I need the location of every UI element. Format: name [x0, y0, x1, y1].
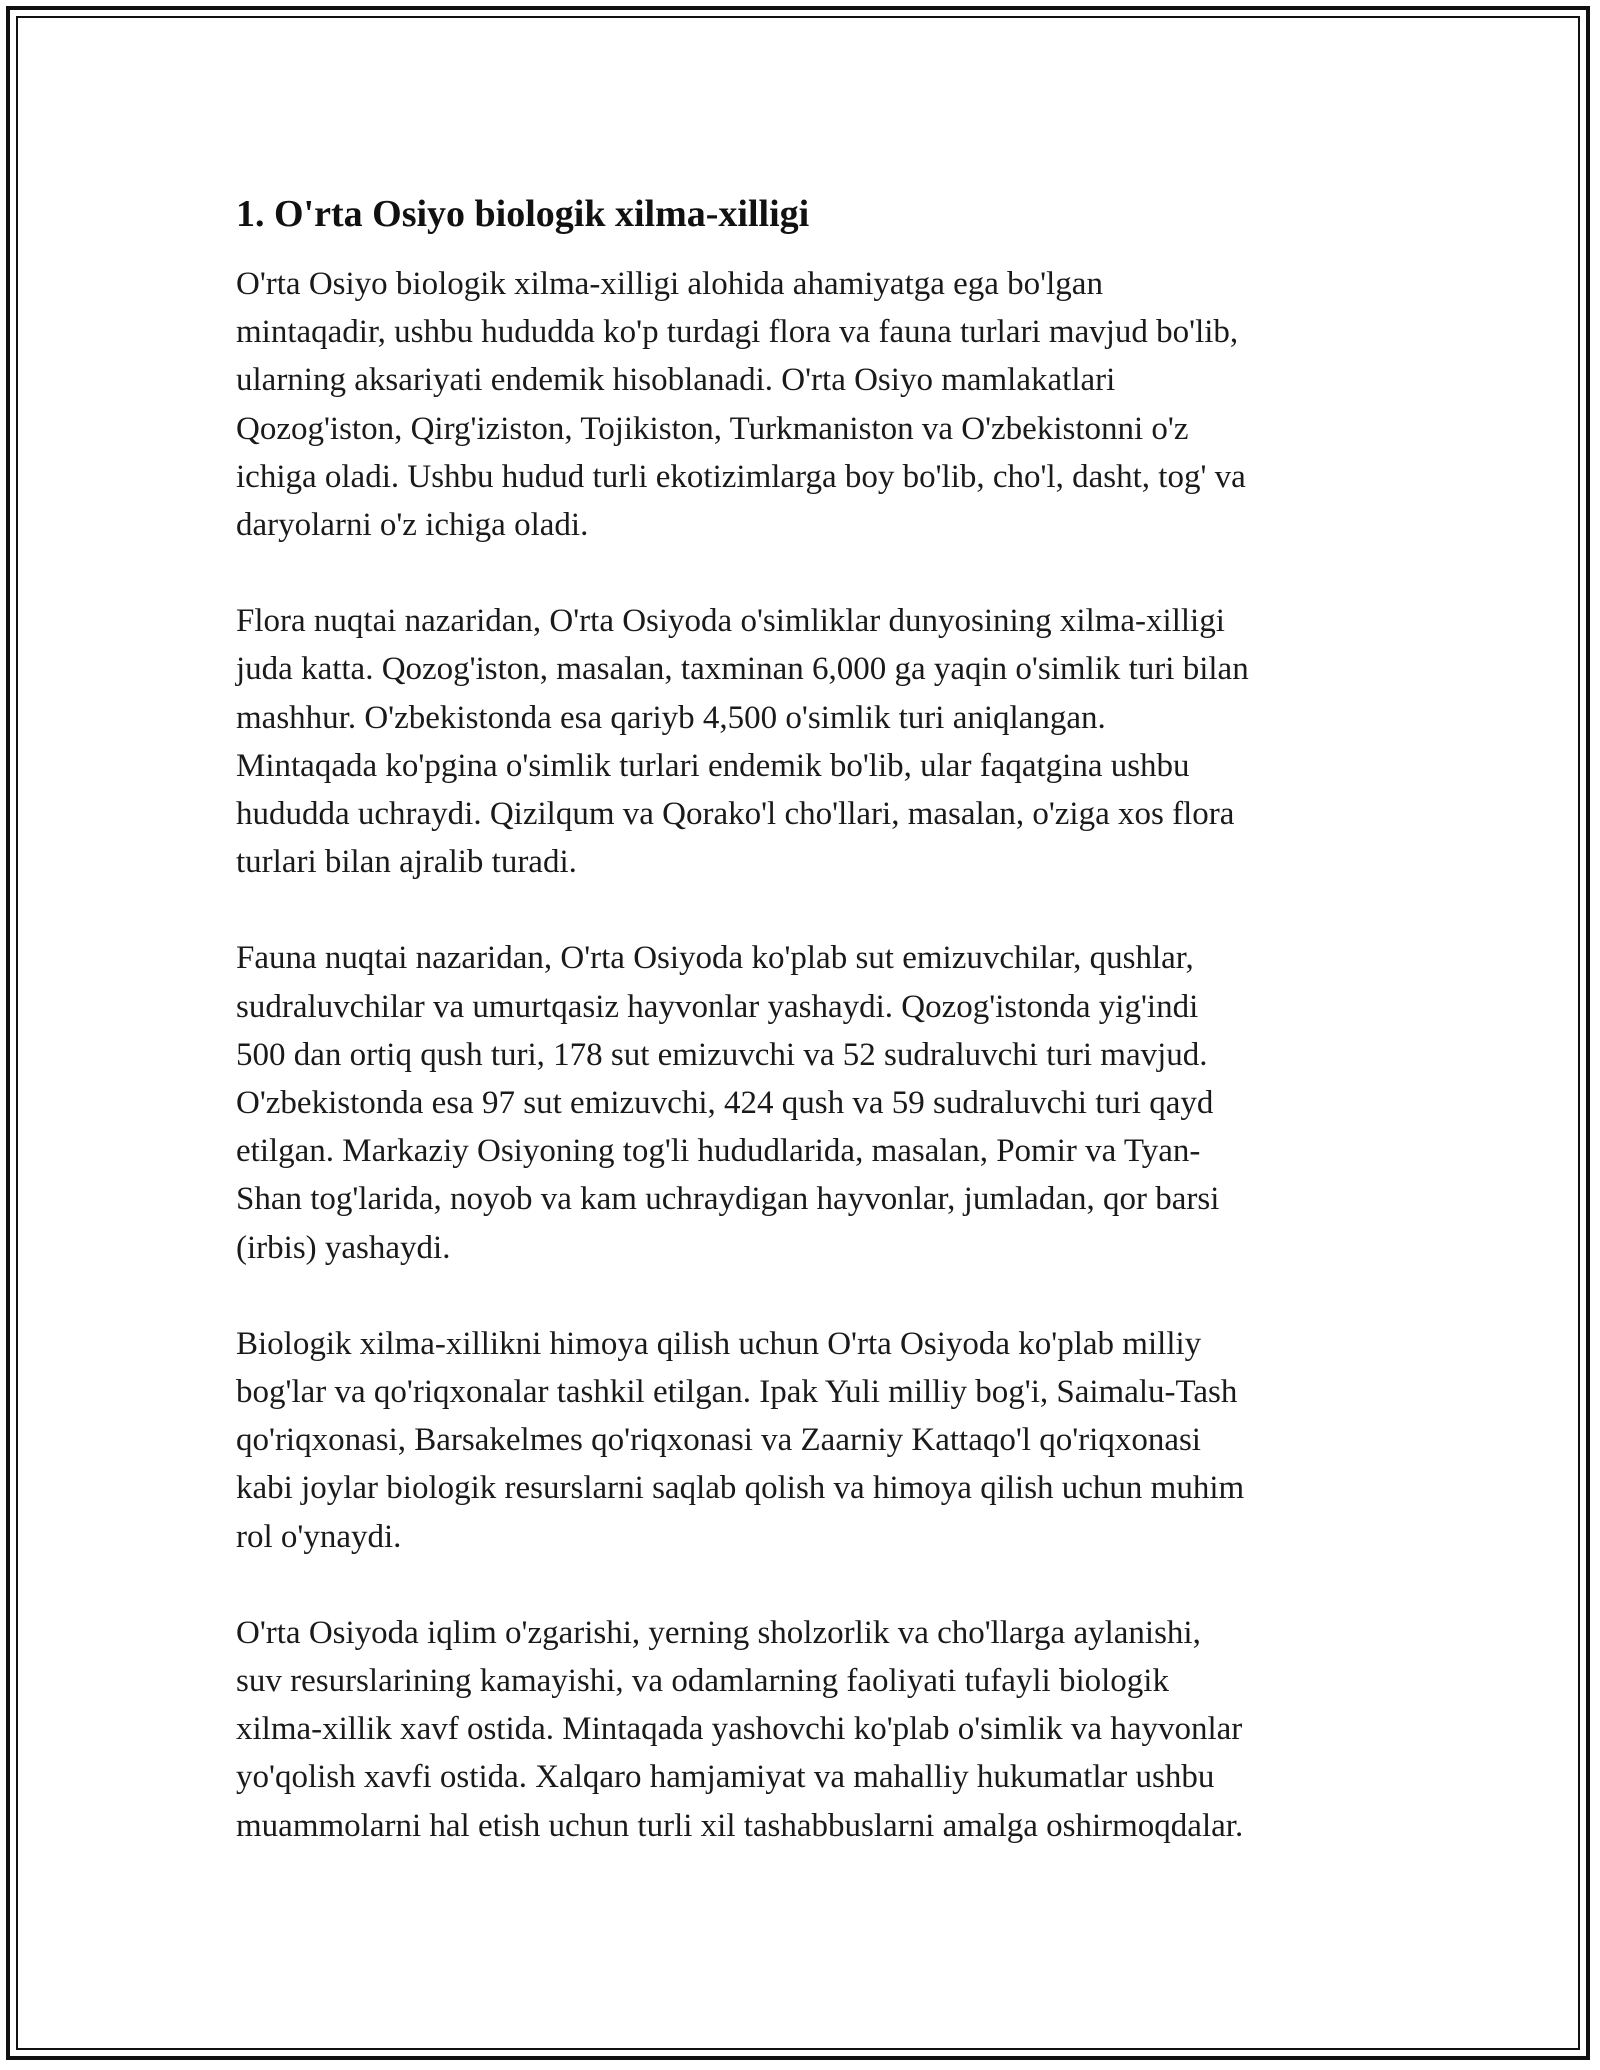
text-line: suv resurslarining kamayishi, va odamlarning faoliyati tufayli biologik — [236, 1663, 1169, 1700]
text-line: O'rta Osiyoda iqlim o'zgarishi, yerning sholzorlik va cho'llarga aylanishi, — [236, 1614, 1201, 1651]
paragraph-flora — [236, 597, 1366, 886]
text-line: xilma-xillik xavf ostida. Mintaqada yashovchi ko'plab o'simlik va hayvonlar — [236, 1711, 1243, 1748]
text-line: turlari bilan ajralib turadi. — [236, 844, 577, 881]
text-line: bog'lar va qo'riqxonalar tashkil etilgan. Ipak Yuli milliy bog'i, Saimalu-Tash — [236, 1374, 1238, 1411]
text-line: Flora nuqtai nazaridan, O'rta Osiyoda o'simliklar dunyosining xilma-xilligi — [236, 603, 1225, 640]
paragraph-threats — [236, 1609, 1366, 1850]
text-line: qo'riqxonasi, Barsakelmes qo'riqxonasi va Zaarniy Kattaqo'l qo'riqxonasi — [236, 1422, 1201, 1459]
text-line: mashhur. O'zbekistonda esa qariyb 4,500 o'simlik turi aniqlangan. — [236, 699, 1106, 736]
text-line: yo'qolish xavfi ostida. Xalqaro hamjamiyat va mahalliy hukumatlar ushbu — [236, 1759, 1215, 1796]
paragraph-fauna — [236, 934, 1366, 1271]
text-line: rol o'ynaydi. — [236, 1518, 402, 1555]
text-line: O'rta Osiyo biologik xilma-xilligi alohida ahamiyatga ega bo'lgan — [236, 266, 1103, 302]
text-line: Fauna nuqtai nazaridan, O'rta Osiyoda ko'plab sut emizuvchilar, qushlar, — [236, 940, 1194, 977]
document-body — [236, 188, 1366, 1898]
text-line: hududda uchraydi. Qizilqum va Qorako'l cho'llari, masalan, o'ziga xos flora — [236, 796, 1235, 833]
text-line: sudraluvchilar va umurtqasiz hayvonlar yashaydi. Qozog'istonda yig'indi — [236, 988, 1199, 1025]
text-line: Qozog'iston, Qirg'iziston, Tojikiston, Turkmaniston va O'zbekistonni o'z — [236, 410, 1189, 447]
section-heading: 1. O'rta Osiyo biologik xilma-xilligi — [236, 193, 810, 235]
text-line: (irbis) yashaydi. — [236, 1229, 451, 1266]
paragraph-intro — [236, 260, 1366, 549]
text-line: kabi joylar biologik resurslarni saqlab qolish va himoya qilish uchun muhim — [236, 1470, 1245, 1507]
text-line: Mintaqada ko'pgina o'simlik turlari endemik bo'lib, ular faqatgina ushbu — [236, 747, 1190, 784]
paragraph-protection — [236, 1320, 1366, 1561]
text-line: etilgan. Markaziy Osiyoning tog'li hududlarida, masalan, Pomir va Tyan- — [236, 1133, 1201, 1170]
text-line: 500 dan ortiq qush turi, 178 sut emizuvchi va 52 sudraluvchi turi mavjud. — [236, 1036, 1208, 1073]
text-line: muammolarni hal etish uchun turli xil tashabbuslarni amalga oshirmoqdalar. — [236, 1807, 1244, 1844]
text-line: Biologik xilma-xillikni himoya qilish uchun O'rta Osiyoda ko'plab milliy — [236, 1325, 1202, 1362]
text-line: mintaqadir, ushbu hududda ko'p turdagi flora va fauna turlari mavjud bo'lib, — [236, 314, 1239, 351]
text-line: daryolarni o'z ichiga oladi. — [236, 507, 589, 544]
text-line: ularning aksariyati endemik hisoblanadi. O'rta Osiyo mamlakatlari — [236, 362, 1116, 399]
text-line: Shan tog'larida, noyob va kam uchraydigan hayvonlar, jumladan, qor barsi — [236, 1181, 1220, 1218]
text-line: ichiga oladi. Ushbu hudud turli ekotizimlarga boy bo'lib, cho'l, dasht, tog' va — [236, 458, 1246, 495]
text-line: juda katta. Qozog'iston, masalan, taxminan 6,000 ga yaqin o'simlik turi bilan — [236, 651, 1249, 688]
text-line: O'zbekistonda esa 97 sut emizuvchi, 424 qush va 59 sudraluvchi turi qayd — [236, 1085, 1214, 1122]
